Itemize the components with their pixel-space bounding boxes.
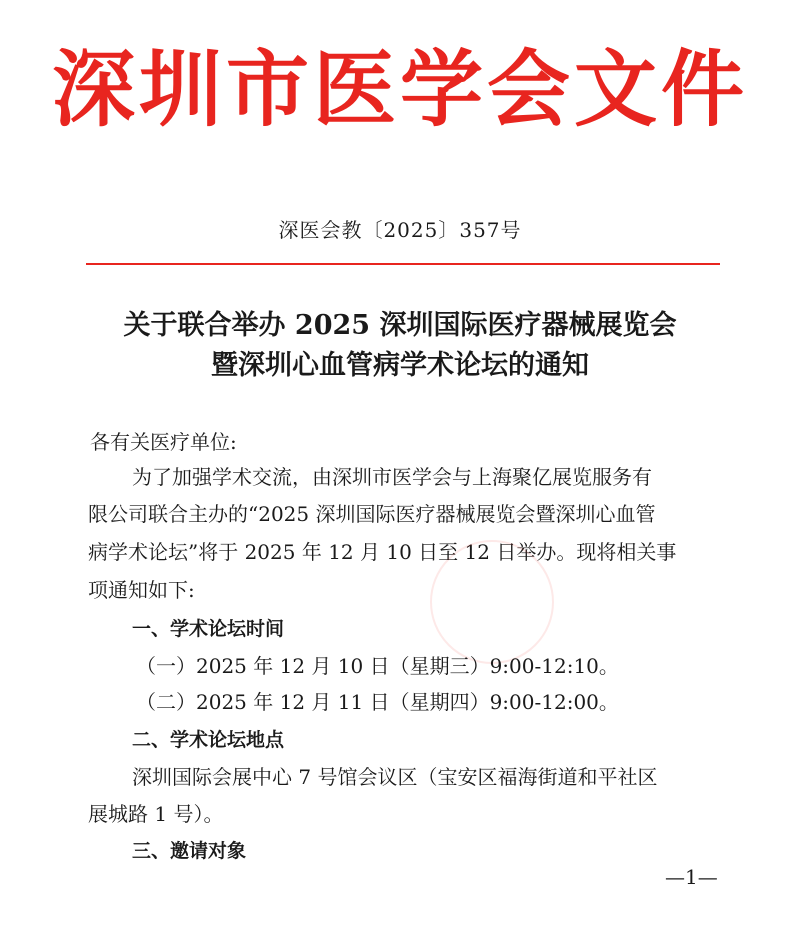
- intro-line-4: 项通知如下:: [88, 578, 195, 602]
- section-heading-time: 一、学术论坛时间: [132, 618, 285, 640]
- page-number: —1—: [665, 865, 718, 889]
- salutation: 各有关医疗单位:: [90, 430, 237, 454]
- location-line-1: 深圳国际会展中心 7 号馆会议区（宝安区福海街道和平社区: [132, 765, 658, 789]
- time-item-1: （一）2025 年 12 月 10 日（星期三）9:00-12:10。: [136, 654, 619, 678]
- document-header-title: 深圳市医学会文件: [52, 40, 748, 138]
- official-seal-faint: [430, 540, 554, 664]
- section-heading-location: 二、学术论坛地点: [132, 729, 285, 751]
- location-line-2: 展城路 1 号）。: [88, 802, 224, 826]
- intro-line-1: 为了加强学术交流，由深圳市医学会与上海聚亿展览服务有: [132, 465, 652, 489]
- section-heading-invitees: 三、邀请对象: [132, 840, 247, 862]
- red-divider: [86, 263, 720, 265]
- notice-title-line-1: 关于联合举办 2025 深圳国际医疗器械展览会: [123, 310, 677, 341]
- notice-title-line-2: 暨深圳心血管病学术论坛的通知: [211, 350, 589, 381]
- intro-line-2: 限公司联合主办的“2025 深圳国际医疗器械展览会暨深圳心血管: [88, 502, 656, 526]
- document-number: 深医会教〔2025〕357号: [278, 218, 522, 242]
- time-item-2: （二）2025 年 12 月 11 日（星期四）9:00-12:00。: [136, 690, 619, 714]
- intro-line-3: 病学术论坛”将于 2025 年 12 月 10 日至 12 日举办。现将相关事: [88, 540, 677, 564]
